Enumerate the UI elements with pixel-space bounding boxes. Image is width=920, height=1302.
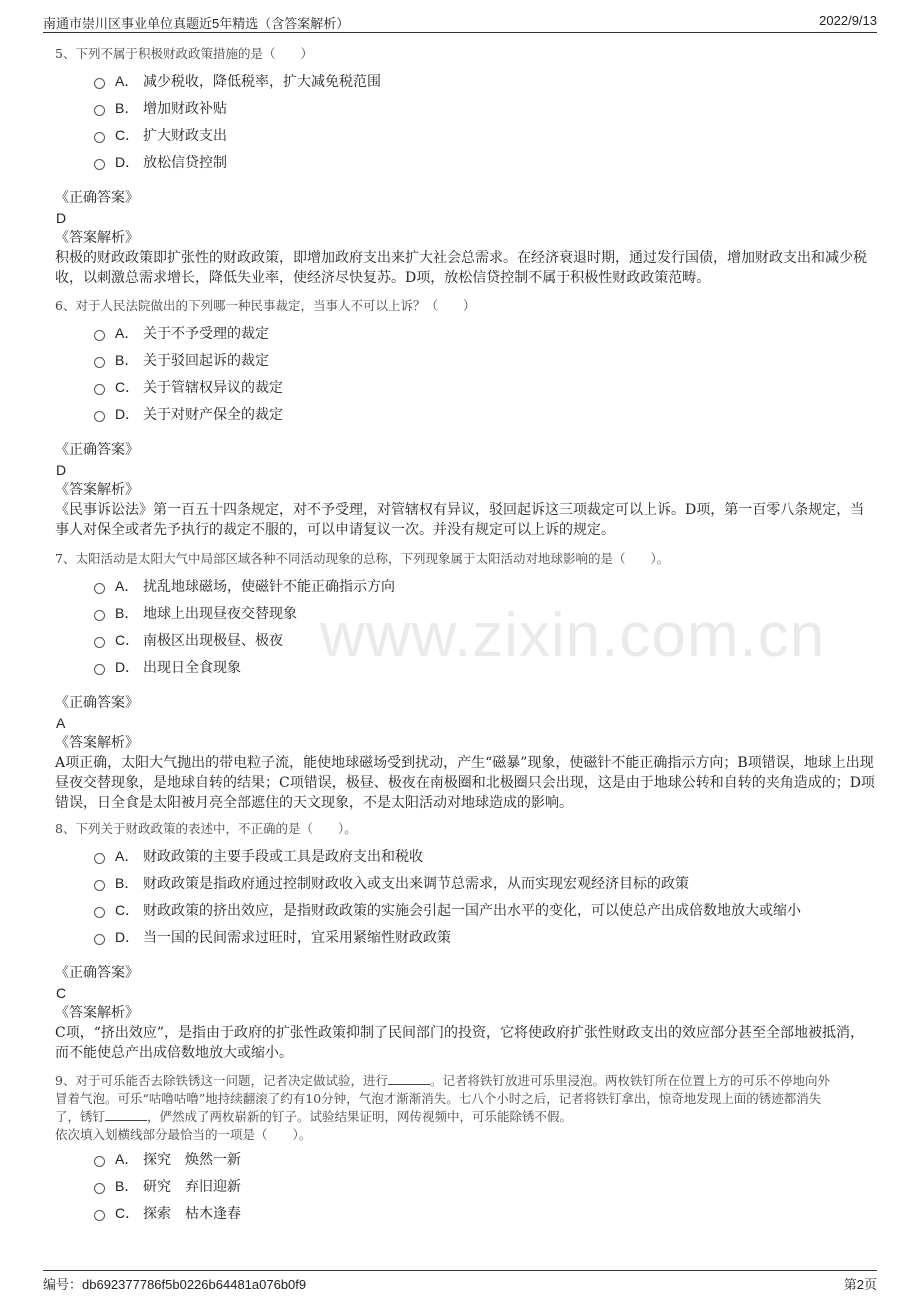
answer-block-7 bbox=[55, 693, 875, 813]
analysis-label: 《答案解析》 bbox=[55, 735, 139, 751]
answer-value: D bbox=[56, 462, 67, 478]
answer-label: 《正确答案》 bbox=[55, 695, 139, 711]
radio-icon[interactable] bbox=[94, 583, 105, 594]
radio-icon[interactable] bbox=[94, 78, 105, 89]
radio-icon[interactable] bbox=[94, 1210, 105, 1221]
question-stem: 6、对于人民法院做出的下列哪一种民事裁定，当事人不可以上诉？（ ） bbox=[55, 298, 476, 313]
option-c[interactable]: C． 探索 枯木逢春 bbox=[55, 1200, 875, 1227]
fill-blank bbox=[105, 1108, 147, 1121]
question-stem-line: 冒着气泡。可乐“咕噜咕噜”地持续翻滚了约有10分钟，气泡才渐渐消失。七八个小时之后，记者将铁钉拿出，惊奇地发现上面的锈迹都消失 bbox=[55, 1091, 822, 1106]
radio-icon[interactable] bbox=[94, 357, 105, 368]
page-number: 第2页 bbox=[843, 1277, 877, 1292]
question-stem: 9、对于可乐能否去除铁锈这一问题，记者决定做试验，进行 。记者将铁钉放进可乐里浸泡。两枚铁钉所在位置上方的可乐不停地向外 bbox=[55, 1073, 830, 1088]
options-list bbox=[55, 1146, 875, 1227]
radio-icon[interactable] bbox=[94, 384, 105, 395]
option-c[interactable]: C． 关于管辖权异议的裁定 bbox=[55, 374, 875, 401]
answer-value: A bbox=[56, 715, 66, 731]
question-stem: 5、下列不属于积极财政政策措施的是（ ） bbox=[55, 46, 313, 61]
radio-icon[interactable] bbox=[94, 880, 105, 891]
options-list bbox=[55, 843, 875, 951]
radio-icon[interactable] bbox=[94, 664, 105, 675]
option-b[interactable]: B． 增加财政补贴 bbox=[55, 95, 875, 122]
radio-icon[interactable] bbox=[94, 907, 105, 918]
radio-icon[interactable] bbox=[94, 853, 105, 864]
answer-block-5 bbox=[55, 188, 875, 288]
option-c[interactable]: C． 南极区出现极昼、极夜 bbox=[55, 627, 875, 654]
question-6 bbox=[55, 297, 875, 428]
question-7 bbox=[55, 550, 875, 681]
document-title: 南通市崇川区事业单位真题近5年精选（含答案解析） bbox=[43, 16, 350, 31]
option-a[interactable]: A． 关于不予受理的裁定 bbox=[55, 320, 875, 347]
analysis-label: 《答案解析》 bbox=[55, 230, 139, 246]
answer-label: 《正确答案》 bbox=[55, 965, 139, 981]
option-b[interactable]: B． 财政政策是指政府通过控制财政收入或支出来调节总需求，从而实现宏观经济目标的政策 bbox=[55, 870, 875, 897]
answer-block-6 bbox=[55, 440, 875, 540]
radio-icon[interactable] bbox=[94, 411, 105, 422]
option-b[interactable]: B． 地球上出现昼夜交替现象 bbox=[55, 600, 875, 627]
page-footer bbox=[43, 1270, 877, 1293]
answer-block-8 bbox=[55, 963, 875, 1063]
radio-icon[interactable] bbox=[94, 934, 105, 945]
document-date: 2022/9/13 bbox=[819, 13, 877, 28]
answer-label: 《正确答案》 bbox=[55, 190, 139, 206]
option-d[interactable]: D． 关于对财产保全的裁定 bbox=[55, 401, 875, 428]
radio-icon[interactable] bbox=[94, 637, 105, 648]
question-8 bbox=[55, 820, 875, 951]
options-list bbox=[55, 68, 875, 176]
answer-value: C bbox=[56, 985, 67, 1001]
document-code: 编号：db692377786f5b0226b64481a076b0f9 bbox=[43, 1277, 307, 1292]
option-a[interactable]: A． 减少税收，降低税率，扩大减免税范围 bbox=[55, 68, 875, 95]
page-header bbox=[43, 12, 877, 33]
radio-icon[interactable] bbox=[94, 1156, 105, 1167]
radio-icon[interactable] bbox=[94, 159, 105, 170]
fill-blank bbox=[388, 1072, 430, 1085]
radio-icon[interactable] bbox=[94, 610, 105, 621]
question-5 bbox=[55, 45, 875, 176]
option-c[interactable]: C． 财政政策的挤出效应，是指财政政策的实施会引起一国产出水平的变化，可以使总产出成倍数地放大或缩小 bbox=[55, 897, 875, 924]
analysis-text: A项正确，太阳大气抛出的带电粒子流，能使地球磁场受到扰动，产生“磁暴”现象，使磁针不能正确指示方向；B项错误，地球上出现昼夜交替现象，是地球自转的结果；C项错误，极昼、极夜在南极圈和北极圈只会出现，这是由于地球公转和自转的夹角造成的；D项错误，日全食是太阳被月亮全部遮住的天文现象，不是太阳活动对地球造成的影响。 bbox=[55, 755, 875, 811]
question-stem-line: 了，锈钉 ，俨然成了两枚崭新的钉子。试验结果证明，网传视频中，可乐能除锈不假。 bbox=[55, 1109, 573, 1124]
radio-icon[interactable] bbox=[94, 330, 105, 341]
question-stem: 8、下列关于财政政策的表述中，不正确的是（ ）。 bbox=[55, 821, 357, 836]
analysis-label: 《答案解析》 bbox=[55, 1005, 139, 1021]
analysis-text: 积极的财政政策即扩张性的财政政策，即增加政府支出来扩大社会总需求。在经济衰退时期，通过发行国债，增加财政支出和减少税收，以刺激总需求增长，降低失业率，使经济尽快复苏。D项，放松信贷控制不属于积极性财政政策范畴。 bbox=[55, 250, 867, 286]
answer-value: D bbox=[56, 210, 67, 226]
question-prompt: 依次填入划横线部分最恰当的一项是（ ）。 bbox=[55, 1127, 312, 1142]
radio-icon[interactable] bbox=[94, 105, 105, 116]
analysis-label: 《答案解析》 bbox=[55, 482, 139, 498]
options-list bbox=[55, 573, 875, 681]
analysis-text: C项，“挤出效应”，是指由于政府的扩张性政策抑制了民间部门的投资，它将使政府扩张性财政支出的效应部分甚至全部地被抵消，而不能使总产出成倍数地放大或缩小。 bbox=[55, 1025, 865, 1061]
question-9 bbox=[55, 1072, 875, 1227]
question-stem: 7、太阳活动是太阳大气中局部区域各种不同活动现象的总称，下列现象属于太阳活动对地球影响的是（ ）。 bbox=[55, 551, 670, 566]
option-a[interactable]: A． 探究 焕然一新 bbox=[55, 1146, 875, 1173]
analysis-text: 《民事诉讼法》第一百五十四条规定，对不予受理，对管辖权有异议，驳回起诉这三项裁定可以上诉。D项，第一百零八条规定，当事人对保全或者先予执行的裁定不服的，可以申请复议一次。并没有规定可以上诉的规定。 bbox=[55, 502, 865, 538]
option-b[interactable]: B． 关于驳回起诉的裁定 bbox=[55, 347, 875, 374]
radio-icon[interactable] bbox=[94, 1183, 105, 1194]
option-b[interactable]: B． 研究 弃旧迎新 bbox=[55, 1173, 875, 1200]
answer-label: 《正确答案》 bbox=[55, 442, 139, 458]
options-list bbox=[55, 320, 875, 428]
option-d[interactable]: D． 放松信贷控制 bbox=[55, 149, 875, 176]
option-d[interactable]: D． 当一国的民间需求过旺时，宜采用紧缩性财政政策 bbox=[55, 924, 875, 951]
option-a[interactable]: A． 财政政策的主要手段或工具是政府支出和税收 bbox=[55, 843, 875, 870]
watermark: www.zixin.com.cn bbox=[320, 601, 826, 670]
option-a[interactable]: A． 扰乱地球磁场，使磁针不能正确指示方向 bbox=[55, 573, 875, 600]
option-d[interactable]: D． 出现日全食现象 bbox=[55, 654, 875, 681]
radio-icon[interactable] bbox=[94, 132, 105, 143]
option-c[interactable]: C． 扩大财政支出 bbox=[55, 122, 875, 149]
